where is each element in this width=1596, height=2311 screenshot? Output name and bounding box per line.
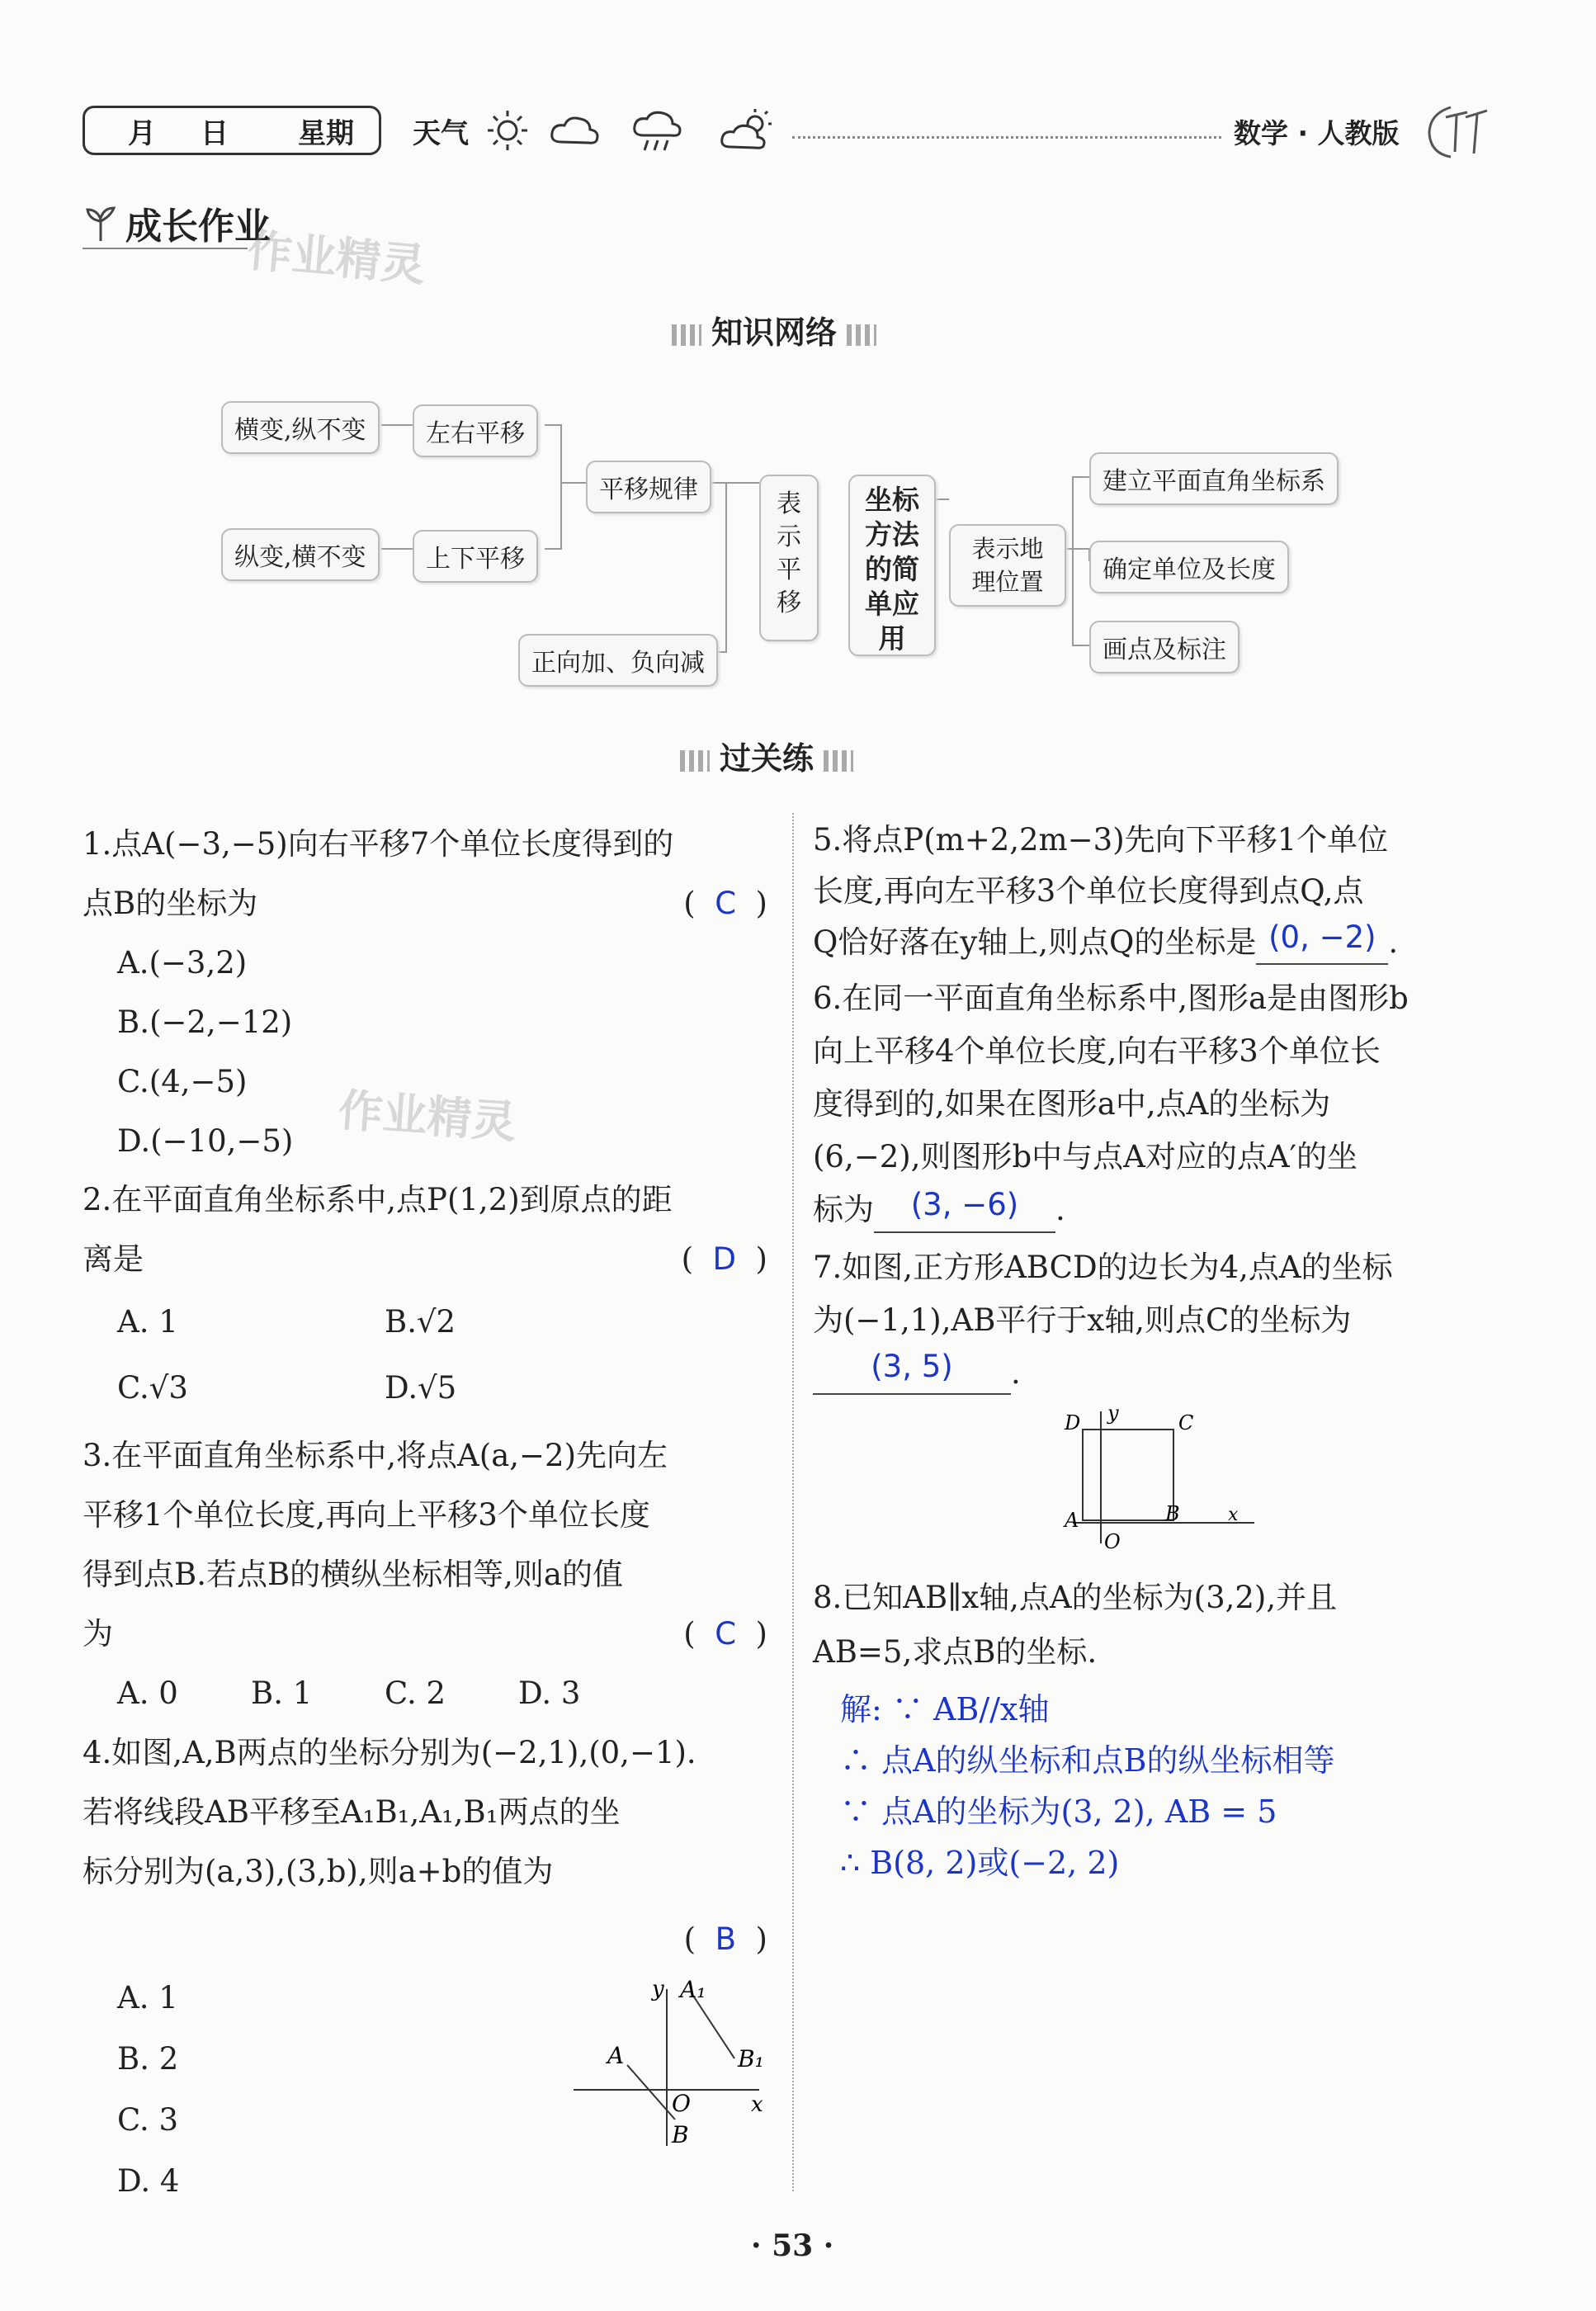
node-express-shift: 表示平移 [759, 475, 819, 641]
q3-answer: C [715, 1616, 737, 1652]
node-geo-location: 表示地理位置 [949, 524, 1066, 607]
q7-square [1083, 1430, 1173, 1520]
node-unit-length: 确定单位及长度 [1089, 541, 1289, 593]
node-center-topic: 坐标方法的简单应用 [848, 475, 936, 656]
q1-answer-bracket: ( C ) [683, 886, 767, 921]
q4-label-a1: A₁ [680, 1976, 706, 2003]
q5-stem-text: Q恰好落在y轴上,则点Q的坐标是 [813, 924, 1257, 960]
subject-label: 数学 · 人教版 [1234, 117, 1400, 149]
q4-answer: B [715, 1921, 737, 1957]
q7-label-o: O [1104, 1530, 1121, 1552]
question-8 [813, 1571, 1514, 1680]
q3-stem-line3: 得到点B.若点B的横纵坐标相等,则a的值 [83, 1557, 623, 1592]
weather-label: 天气 [413, 117, 469, 150]
q4-label-o: O [672, 2090, 691, 2117]
q7-label-c: C [1178, 1411, 1194, 1434]
node-add-subtract: 正向加、负向减 [518, 634, 718, 687]
q3-options [83, 1664, 776, 1723]
q5-stem-line2: 长度,再向左平移3个单位长度得到点Q,点 [813, 873, 1364, 909]
q5-stem-line3: Q恰好落在y轴上,则点Q的坐标是 (0, −2) . [813, 917, 1514, 970]
q7-label-a: A [1065, 1509, 1079, 1532]
q7-label-x: x [1228, 1505, 1239, 1525]
q7-stem-line3: (3, 5) . [813, 1347, 1514, 1401]
column-divider [792, 813, 794, 2191]
q7-stem-line2: 为(−1,1),AB平行于x轴,则点C的坐标为 [813, 1302, 1352, 1338]
node-shift-rule: 平移规律 [586, 461, 711, 513]
q1-answer: C [715, 886, 737, 921]
q4-label-b: B [672, 2121, 689, 2148]
q3-option-c: C. 2 [385, 1675, 446, 1711]
q6-stem-line3: 度得到的,如果在图形a中,点A的坐标为 [813, 1086, 1331, 1122]
q4-stem-line3: 标分别为(a,3),(3,b),则a+b的值为 [83, 1854, 554, 1889]
q4-label-x: x [751, 2092, 763, 2117]
q2-answer-bracket: ( D ) [681, 1241, 767, 1277]
node-build-axes: 建立平面直角坐标系 [1089, 452, 1339, 505]
q8-solution-line4: ∴ B(8, 2)或(−2, 2) [840, 1845, 1120, 1881]
q4-segment-ab [627, 2065, 675, 2120]
page-number: · 53 · [751, 2228, 834, 2263]
q7-figure [1048, 1395, 1263, 1552]
right-bars-icon [824, 750, 853, 772]
q4-label-y: y [652, 1977, 664, 2001]
q6-stem-text: 标为 [813, 1192, 874, 1227]
node-vertical-change: 纵变,横不变 [221, 528, 380, 581]
q4-segment-a1b1 [693, 1996, 734, 2058]
q3-stem-line2: 平移1个单位长度,再向上平移3个单位长度 [83, 1497, 650, 1533]
watermark-2: 作业精灵 [336, 1084, 518, 1149]
q5-stem-line1: 5.将点P(m+2,2m−3)先向下平移1个单位 [813, 822, 1389, 858]
left-bars-icon [680, 750, 710, 772]
q2-answer: D [712, 1241, 737, 1277]
q1-option-a: A.(−3,2) [117, 945, 248, 981]
q7-label-d: D [1065, 1411, 1081, 1434]
q8-solution-line2: ∴ 点A的纵坐标和点B的纵坐标相等 [840, 1742, 1335, 1779]
q2-options-row2 [83, 1355, 776, 1421]
q7-label-y: y [1107, 1401, 1119, 1425]
q2-stem-line1: 2.在平面直角坐标系中,点P(1,2)到原点的距 [83, 1182, 673, 1217]
watermark: 作业精灵 [245, 224, 427, 292]
q3-stem-line1: 3.在平面直角坐标系中,将点A(a,−2)先向左 [83, 1438, 668, 1473]
node-plot-label: 画点及标注 [1089, 621, 1239, 673]
node-up-down-shift: 上下平移 [413, 530, 538, 583]
q6-stem-line2: 向上平移4个单位长度,向右平移3个单位长 [813, 1033, 1381, 1069]
day-label: 日 [201, 116, 229, 150]
q5-answer: (0, −2) [1256, 912, 1388, 965]
question-5 [813, 815, 1514, 970]
q4-figure [569, 1973, 776, 2162]
q1-stem-line2 [83, 874, 776, 933]
question-3 [83, 1426, 776, 1723]
q2-option-d: D.√5 [385, 1370, 457, 1406]
q7-label-b: B [1165, 1502, 1180, 1525]
question-7 [813, 1241, 1514, 1401]
q6-answer: (3, −6) [874, 1179, 1055, 1233]
q2-option-b: B.√2 [385, 1304, 456, 1340]
section-title: 成长作业 [125, 206, 271, 248]
q4-option-a: A. 1 [117, 1980, 178, 2016]
q8-solution-line1: 解: ∵ AB//x轴 [840, 1691, 1050, 1727]
weekday-label: 星期 [298, 116, 354, 150]
q2-option-a: A. 1 [117, 1304, 178, 1340]
q1-option-b: B.(−2,−12) [117, 1004, 293, 1040]
node-left-right-shift: 左右平移 [413, 404, 538, 457]
q4-stem-line2: 若将线段AB平移至A₁B₁,A₁,B₁两点的坐 [83, 1794, 621, 1830]
q4-label-b1: B₁ [738, 2045, 764, 2072]
q8-stem-line1: 8.已知AB∥x轴,点A的坐标为(3,2),并且 [813, 1580, 1338, 1615]
q8-solution [840, 1684, 1334, 1888]
practice-title-row [670, 733, 863, 778]
knowledge-title: 知识网络 [711, 314, 838, 351]
month-label: 月 [128, 116, 156, 150]
q8-solution-line3: ∵ 点A的坐标为(3, 2), AB = 5 [840, 1794, 1277, 1830]
practice-title: 过关练 [720, 740, 815, 777]
q1-stem-line1: 1.点A(−3,−5)向右平移7个单位长度得到的 [83, 826, 674, 862]
question-2 [83, 1170, 776, 1421]
q4-option-c: C. 3 [117, 2102, 179, 2138]
q2-stem-line2 [83, 1230, 776, 1289]
q1-stem-text: 点B的坐标为 [83, 886, 258, 921]
q3-answer-bracket: ( C ) [683, 1616, 767, 1652]
q2-options-row1 [83, 1289, 776, 1355]
q3-stem-line4 [83, 1604, 776, 1664]
q7-answer: (3, 5) [813, 1340, 1011, 1395]
q1-option-d: D.(−10,−5) [117, 1123, 294, 1159]
question-6 [813, 972, 1514, 1238]
node-horizontal-change: 横变,纵不变 [221, 401, 380, 454]
q7-stem-line1: 7.如图,正方形ABCD的边长为4,点A的坐标 [813, 1250, 1393, 1285]
q6-stem-line4: (6,−2),则图形b中与点A对应的点A′的坐 [813, 1139, 1358, 1174]
q6-stem-line1: 6.在同一平面直角坐标系中,图形a是由图形b [813, 981, 1409, 1016]
q3-option-d: D. 3 [518, 1675, 581, 1711]
q2-stem-text: 离是 [83, 1241, 144, 1277]
q4-label-a: A [607, 2042, 625, 2069]
q4-option-b: B. 2 [117, 2041, 179, 2077]
q3-stem-text: 为 [83, 1616, 113, 1652]
q8-stem-line2: AB=5,求点B的坐标. [813, 1634, 1098, 1670]
q4-answer-bracket: ( B ) [683, 1921, 767, 1957]
q4-stem-line1: 4.如图,A,B两点的坐标分别为(−2,1),(0,−1). [83, 1735, 696, 1770]
q3-option-b: B. 1 [251, 1675, 313, 1711]
q6-stem-line5: 标为 (3, −6) . [813, 1184, 1514, 1238]
q4-answer-row [83, 1902, 776, 1968]
q3-option-a: A. 0 [117, 1675, 178, 1711]
q1-option-c: C.(4,−5) [117, 1064, 248, 1099]
q4-option-d: D. 4 [117, 2163, 180, 2199]
q2-option-c: C.√3 [117, 1370, 188, 1406]
